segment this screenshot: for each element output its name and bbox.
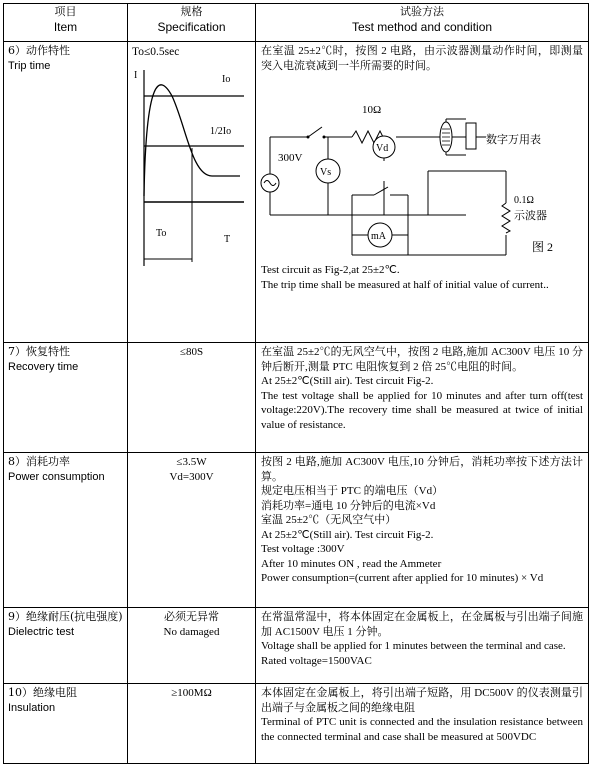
method-line: 规定电压相当于 PTC 的端电压（Vd）	[261, 485, 444, 497]
multimeter-icon	[466, 123, 476, 149]
method-line: 在常温常湿中，将本体固定在金属板上，在金属板与引出端子间施加 AC1500V 电压 1 分钟。	[261, 611, 583, 638]
spec-cell	[128, 608, 256, 684]
header-method-en: Test method and condition	[351, 19, 493, 34]
spec-value-en: No damaged	[163, 625, 220, 638]
method-line: 按图 2 电路,施加 AC300V 电压,10 分钟后，消耗功率按下述方法计算。	[261, 456, 583, 483]
item-en: Trip time	[8, 59, 51, 72]
spec-table	[3, 3, 589, 764]
item-en: Insulation	[8, 701, 56, 714]
graph-i-label: I	[134, 69, 138, 81]
spec-value: ≤80S	[128, 343, 256, 453]
spec-value-vd: Vd=300V	[169, 470, 214, 483]
header-spec	[128, 4, 256, 42]
item-en: Power consumption	[8, 470, 105, 483]
spec-value: 必须无异常	[164, 611, 219, 623]
method-cn: 在室温 25±2℃时，按图 2 电路，由示波器测量动作时间，即测量突入电流衰减到一半所需要的时间。	[261, 45, 583, 72]
circuit-vd-label: Vd	[376, 143, 389, 154]
row-trip-time	[4, 42, 589, 343]
spec-value: ≥100MΩ	[128, 684, 256, 764]
row-dielectric-test	[4, 608, 589, 684]
method-line: At 25±2℃(Still air). Test circuit Fig-2.	[261, 375, 434, 387]
circuit-resistor-label: 10Ω	[362, 104, 382, 116]
figure-label: 图 2	[532, 240, 554, 254]
method-line: 室温 25±2℃（无风空气中）	[261, 514, 397, 526]
item-en: Recovery time	[8, 360, 79, 373]
header-item-en: Item	[53, 19, 78, 34]
method-cell	[256, 343, 589, 453]
item-cn: 10）绝缘电阻	[8, 686, 77, 699]
method-en-circuit: Test circuit as Fig-2,at 25±2℃.	[261, 264, 400, 276]
circuit-shunt-label: 0.1Ω	[514, 195, 534, 206]
method-line: Voltage shall be applied for 1 minutes between the terminal and case.	[261, 640, 566, 652]
header-method-cn: 试验方法	[400, 5, 444, 18]
method-cell-trip	[256, 42, 589, 343]
shunt-resistor-icon	[502, 203, 510, 233]
header-method	[256, 4, 589, 42]
method-line: The test voltage shall be applied for 10 minutes and after turn off(test voltage:220V).The recovery time shall be measured at twice of initial value of resistance.	[261, 389, 583, 431]
item-cn: 7）恢复特性	[8, 345, 70, 358]
row-recovery-time	[4, 343, 589, 453]
spec-value: ≤3.5W	[176, 456, 207, 468]
graph-half-label: 1/2Io	[210, 125, 232, 137]
switch-icon	[308, 127, 322, 137]
method-cell	[256, 453, 589, 608]
switch-2-icon	[374, 187, 388, 195]
switch-contact-1	[307, 136, 310, 139]
graph-io-label: Io	[222, 73, 231, 85]
switch-contact-2	[323, 136, 326, 139]
method-line: 本体固定在金属板上，将引出端子短路，用 DC500V 的仪表测量引出端子与金属板之间的绝缘电阻	[261, 687, 583, 714]
item-cell	[4, 343, 128, 453]
circuit-scope-label: 示波器	[514, 210, 547, 222]
method-line: Test voltage :300V	[261, 543, 345, 555]
method-line: After 10 minutes ON , read the Ammeter	[261, 557, 442, 570]
method-cell	[256, 608, 589, 684]
item-cell	[4, 453, 128, 608]
method-line: At 25±2℃(Still air). Test circuit Fig-2.	[261, 528, 434, 541]
graph-to-label: To	[156, 227, 167, 239]
method-line: Power consumption=(current after applied for 10 minutes) × Vd	[261, 572, 544, 584]
item-cell	[4, 608, 128, 684]
test-circuit-diagram	[256, 75, 586, 263]
header-spec-en: Specification	[157, 19, 226, 34]
circuit-ma-label: mA	[371, 231, 386, 242]
item-cn: 6）动作特性	[8, 44, 70, 57]
header-item-cn: 项目	[54, 5, 77, 18]
header-item	[4, 4, 128, 42]
method-line: Terminal of PTC unit is connected and the insulation resistance between the connected terminal and case shall be measured at 500VDC	[261, 716, 583, 743]
item-cell	[4, 684, 128, 764]
circuit-multimeter-label: 数字万用表	[486, 134, 541, 146]
method-cell	[256, 684, 589, 764]
item-en: Dielectric test	[8, 625, 75, 638]
item-cn: 9）绝缘耐压(抗电强度)	[8, 610, 123, 623]
row-power-consumption	[4, 453, 589, 608]
circuit-vs-label: Vs	[320, 167, 332, 178]
spec-cell	[128, 453, 256, 608]
circuit-voltage-label: 300V	[278, 152, 303, 164]
item-cn: 8）消耗功率	[8, 455, 70, 468]
spec-value: To≤0.5sec	[132, 46, 180, 58]
spec-cell-trip	[128, 42, 256, 343]
method-line: Rated voltage=1500VAC	[261, 654, 372, 667]
graph-t-label: T	[224, 233, 231, 245]
item-cell	[4, 42, 128, 343]
method-line: 在室温 25±2℃的无风空气中，按图 2 电路,施加 AC300V 电压 10 分钟后断开,测量 PTC 电阻恢复到 2 倍 25℃电阻的时间。	[261, 346, 583, 373]
method-en-trip: The trip time shall be measured at half of initial value of current..	[261, 278, 549, 291]
trip-time-graph	[128, 66, 256, 276]
header-row	[4, 4, 589, 42]
row-insulation	[4, 684, 589, 764]
method-line: 消耗功率=通电 10 分钟后的电流×Vd	[261, 499, 436, 512]
header-spec-cn: 规格	[180, 5, 203, 18]
